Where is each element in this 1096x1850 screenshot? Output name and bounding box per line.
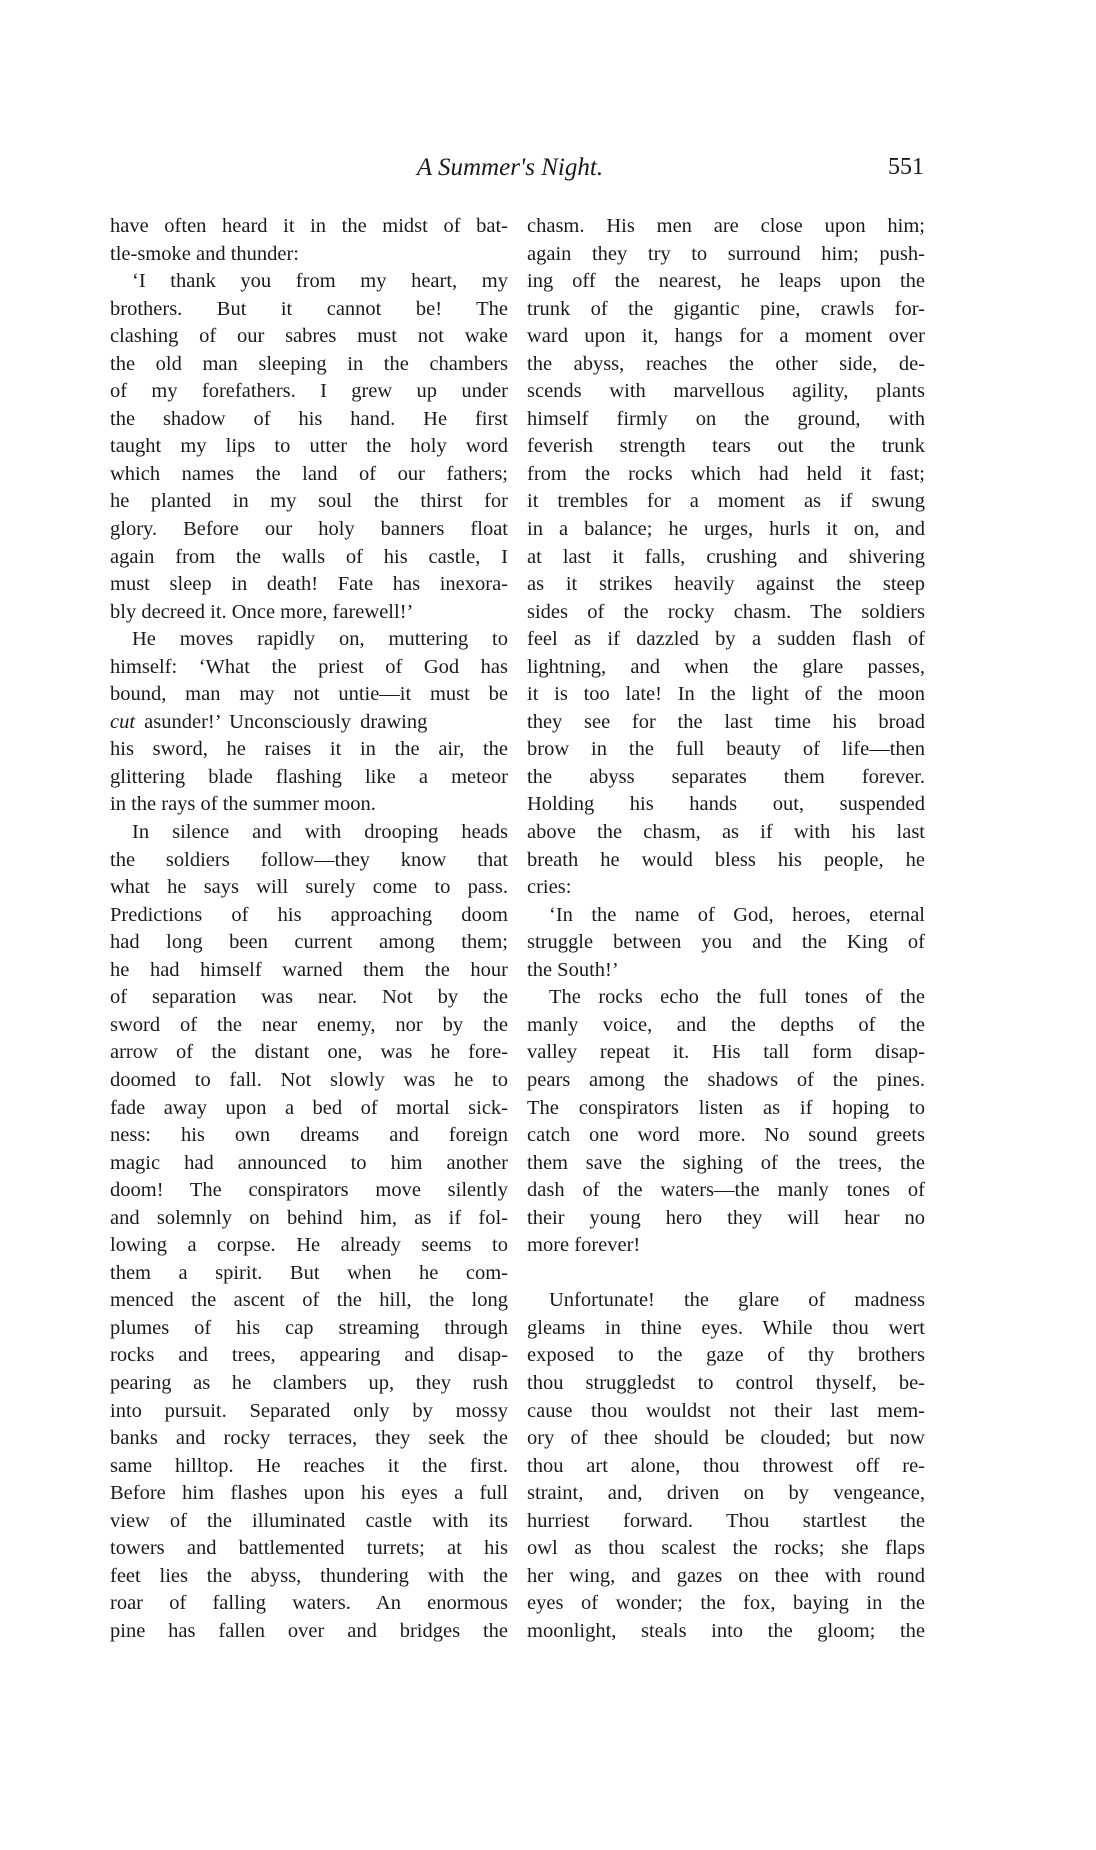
text-line bbox=[527, 378, 925, 406]
text-line bbox=[110, 1315, 508, 1343]
text-line bbox=[110, 1287, 508, 1315]
text-line bbox=[110, 1590, 508, 1618]
line-text: himself: ‘What the priest of God has bbox=[110, 655, 508, 678]
line-text: clashing of our sabres must not wake bbox=[110, 325, 508, 348]
text-line bbox=[527, 296, 925, 324]
line-text: he had himself warned them the hour bbox=[110, 958, 508, 981]
line-text: pine has fallen over and bridges the bbox=[110, 1619, 508, 1642]
text-line bbox=[110, 902, 508, 930]
text-line bbox=[110, 1232, 508, 1260]
line-text: doom! The conspirators move silently bbox=[110, 1179, 508, 1202]
text-line bbox=[110, 1508, 508, 1536]
line-text: towers and battlemented turrets; at his bbox=[110, 1537, 508, 1560]
text-column-left bbox=[110, 213, 508, 1645]
line-text: must sleep in death! Fate has inexora- bbox=[110, 573, 508, 596]
text-line bbox=[110, 1122, 508, 1150]
text-line bbox=[110, 681, 508, 709]
text-line bbox=[527, 1205, 925, 1233]
line-text: had long been current among them; bbox=[110, 931, 508, 954]
line-text: again from the walls of his castle, I bbox=[110, 545, 508, 568]
text-line bbox=[527, 433, 925, 461]
text-line bbox=[527, 571, 925, 599]
text-line bbox=[110, 241, 508, 269]
line-text: straint, and, driven on by vengeance, bbox=[527, 1482, 925, 1505]
text-line bbox=[527, 1150, 925, 1178]
text-line bbox=[527, 1232, 925, 1260]
line-text: in a balance; he urges, hurls it on, and bbox=[527, 518, 925, 541]
line-text: Unfortunate! the glare of madness bbox=[549, 1289, 925, 1312]
text-line bbox=[110, 1563, 508, 1591]
line-text: ing off the nearest, he leaps upon the bbox=[527, 270, 925, 293]
text-line bbox=[110, 709, 508, 737]
line-text: exposed to the gaze of thy brothers bbox=[527, 1344, 925, 1367]
text-line bbox=[110, 1398, 508, 1426]
text-line bbox=[527, 1563, 925, 1591]
line-text: taught my lips to utter the holy word bbox=[110, 435, 508, 458]
line-text: glory. Before our holy banners float bbox=[110, 518, 508, 541]
text-line bbox=[110, 764, 508, 792]
line-text: bound, man may not untie—it must be bbox=[110, 683, 508, 706]
text-line bbox=[527, 1398, 925, 1426]
line-text: it is too late! In the light of the moon bbox=[527, 683, 925, 706]
text-line bbox=[527, 268, 925, 296]
line-text: have often heard it in the midst of bat- bbox=[110, 215, 508, 237]
line-text: which names the land of our fathers; bbox=[110, 462, 508, 485]
text-line bbox=[527, 1095, 925, 1123]
text-line bbox=[110, 626, 508, 654]
line-text: struggle between you and the King of bbox=[527, 931, 925, 954]
text-line bbox=[527, 1342, 925, 1370]
line-text: trunk of the gigantic pine, crawls for- bbox=[527, 297, 925, 320]
text-line bbox=[527, 847, 925, 875]
line-text: same hilltop. He reaches it the first. bbox=[110, 1454, 508, 1477]
text-line bbox=[110, 929, 508, 957]
text-line bbox=[110, 1039, 508, 1067]
text-line bbox=[110, 296, 508, 324]
line-text: The conspirators listen as if hoping to bbox=[527, 1096, 925, 1119]
line-text: Before him flashes upon his eyes a full bbox=[110, 1482, 508, 1505]
line-text: asunder!’ Unconsciously drawing bbox=[135, 710, 428, 733]
line-text: moonlight, steals into the gloom; the bbox=[527, 1619, 925, 1642]
line-text: catch one word more. No sound greets bbox=[527, 1124, 925, 1147]
line-text: fade away upon a bed of mortal sick- bbox=[110, 1096, 508, 1119]
line-text: pearing as he clambers up, they rush bbox=[110, 1371, 508, 1394]
line-text: Predictions of his approaching doom bbox=[110, 903, 508, 926]
italic-word: cut bbox=[110, 710, 136, 733]
line-text: their young hero they will hear no bbox=[527, 1206, 925, 1229]
text-line bbox=[110, 433, 508, 461]
line-text: scends with marvellous agility, plants bbox=[527, 380, 925, 403]
text-line bbox=[110, 1150, 508, 1178]
text-line bbox=[527, 1122, 925, 1150]
line-text: he planted in my soul the thirst for bbox=[110, 490, 508, 513]
line-text: cause thou wouldst not their last mem- bbox=[527, 1399, 925, 1422]
line-text: his sword, he raises it in the air, the bbox=[110, 738, 508, 761]
text-line bbox=[110, 1067, 508, 1095]
text-line bbox=[527, 1067, 925, 1095]
line-text: breath he would bless his people, he bbox=[527, 848, 925, 871]
line-text: lowing a corpse. He already seems to bbox=[110, 1234, 508, 1257]
text-line bbox=[110, 461, 508, 489]
line-text: bly decreed it. Once more, farewell!’ bbox=[110, 600, 414, 623]
text-line bbox=[527, 1425, 925, 1453]
line-text: ness: his own dreams and foreign bbox=[110, 1124, 508, 1147]
text-line bbox=[527, 1039, 925, 1067]
text-line bbox=[527, 1012, 925, 1040]
line-text: lightning, and when the glare passes, bbox=[527, 655, 925, 678]
text-line bbox=[527, 351, 925, 379]
text-line bbox=[527, 241, 925, 269]
text-line bbox=[110, 1012, 508, 1040]
text-line bbox=[110, 1342, 508, 1370]
line-text: into pursuit. Separated only by mossy bbox=[110, 1399, 508, 1422]
text-line bbox=[527, 736, 925, 764]
text-line bbox=[527, 1453, 925, 1481]
line-text: the abyss, reaches the other side, de- bbox=[527, 352, 925, 375]
line-text: magic had announced to him another bbox=[110, 1151, 508, 1174]
line-text: above the chasm, as if with his last bbox=[527, 821, 925, 844]
text-line bbox=[527, 791, 925, 819]
line-text: He moves rapidly on, muttering to bbox=[132, 628, 508, 651]
line-text: ory of thee should be clouded; but now bbox=[527, 1427, 925, 1450]
line-text: sides of the rocky chasm. The soldiers bbox=[527, 600, 925, 623]
line-text: the shadow of his hand. He first bbox=[110, 407, 508, 430]
text-line bbox=[110, 516, 508, 544]
line-text: what he says will surely come to pass. bbox=[110, 876, 508, 899]
text-line bbox=[527, 1287, 925, 1315]
line-text: gleams in thine eyes. While thou wert bbox=[527, 1316, 925, 1339]
line-text: of my forefathers. I grew up under bbox=[110, 380, 508, 403]
text-line bbox=[527, 1535, 925, 1563]
text-line bbox=[110, 957, 508, 985]
line-text: thou art alone, thou throwest off re- bbox=[527, 1454, 925, 1477]
text-line bbox=[110, 874, 508, 902]
line-text: the abyss separates them forever. bbox=[527, 765, 925, 788]
line-text: again they try to surround him; push- bbox=[527, 242, 925, 265]
text-line bbox=[527, 516, 925, 544]
line-text: The rocks echo the full tones of the bbox=[549, 986, 925, 1009]
line-text: the old man sleeping in the chambers bbox=[110, 352, 508, 375]
text-line bbox=[110, 323, 508, 351]
line-text: sword of the near enemy, nor by the bbox=[110, 1013, 508, 1036]
line-text: doomed to fall. Not slowly was he to bbox=[110, 1068, 508, 1091]
text-line bbox=[527, 902, 925, 930]
line-text: her wing, and gazes on thee with round bbox=[527, 1564, 925, 1587]
text-line bbox=[110, 406, 508, 434]
line-text: brow in the full beauty of life—then bbox=[527, 738, 925, 761]
text-line bbox=[527, 654, 925, 682]
text-line bbox=[527, 819, 925, 847]
line-text: plumes of his cap streaming through bbox=[110, 1316, 508, 1339]
line-text: feverish strength tears out the trunk bbox=[527, 435, 925, 458]
line-text: of separation was near. Not by the bbox=[110, 986, 508, 1009]
text-line bbox=[110, 1480, 508, 1508]
text-line bbox=[110, 1618, 508, 1646]
line-text: tle-smoke and thunder: bbox=[110, 242, 300, 265]
text-line bbox=[527, 323, 925, 351]
line-text: they see for the last time his broad bbox=[527, 710, 925, 733]
text-line bbox=[110, 984, 508, 1012]
line-text: and solemnly on behind him, as if fol- bbox=[110, 1206, 508, 1229]
blank-line bbox=[527, 1260, 925, 1288]
text-line bbox=[110, 1177, 508, 1205]
line-text: menced the ascent of the hill, the long bbox=[110, 1289, 508, 1312]
text-line bbox=[110, 378, 508, 406]
text-line bbox=[110, 1425, 508, 1453]
line-text: brothers. But it cannot be! The bbox=[110, 297, 508, 320]
line-text: the soldiers follow—they know that bbox=[110, 848, 508, 871]
text-line bbox=[527, 681, 925, 709]
line-text: dash of the waters—the manly tones of bbox=[527, 1179, 925, 1202]
text-line bbox=[110, 488, 508, 516]
line-text: owl as thou scalest the rocks; she flaps bbox=[527, 1537, 925, 1560]
line-text: the South!’ bbox=[527, 958, 619, 981]
text-line bbox=[527, 626, 925, 654]
running-header-title: A Summer's Night. bbox=[416, 154, 604, 181]
text-line bbox=[110, 599, 508, 627]
text-line bbox=[110, 1205, 508, 1233]
line-text: ward upon it, hangs for a moment over bbox=[527, 325, 925, 348]
line-text: thou struggledst to control thyself, be- bbox=[527, 1371, 925, 1394]
text-line bbox=[527, 1370, 925, 1398]
text-line bbox=[527, 709, 925, 737]
line-text: manly voice, and the depths of the bbox=[527, 1013, 925, 1036]
line-text: ‘I thank you from my heart, my bbox=[132, 270, 508, 293]
line-text: himself firmly on the ground, with bbox=[527, 407, 925, 430]
line-text: Holding his hands out, suspended bbox=[527, 793, 925, 816]
line-text: In silence and with drooping heads bbox=[132, 821, 508, 844]
page-number: 551 bbox=[888, 154, 924, 180]
line-text: feet lies the abyss, thundering with the bbox=[110, 1564, 508, 1587]
text-line bbox=[110, 351, 508, 379]
line-text: it trembles for a moment as if swung bbox=[527, 490, 925, 513]
text-line bbox=[110, 1453, 508, 1481]
text-line bbox=[527, 1480, 925, 1508]
text-line bbox=[527, 406, 925, 434]
line-text: at last it falls, crushing and shivering bbox=[527, 545, 925, 568]
text-line bbox=[110, 1260, 508, 1288]
text-line bbox=[527, 1618, 925, 1646]
text-line bbox=[527, 764, 925, 792]
text-line bbox=[527, 874, 925, 902]
text-line bbox=[527, 1590, 925, 1618]
text-line bbox=[527, 461, 925, 489]
text-line bbox=[110, 1095, 508, 1123]
line-text: arrow of the distant one, was he fore- bbox=[110, 1041, 508, 1064]
text-line bbox=[110, 544, 508, 572]
line-text: pears among the shadows of the pines. bbox=[527, 1068, 925, 1091]
text-line bbox=[527, 213, 925, 241]
text-line bbox=[110, 654, 508, 682]
text-line bbox=[110, 1370, 508, 1398]
text-line bbox=[527, 957, 925, 985]
line-text: hurriest forward. Thou startlest the bbox=[527, 1509, 925, 1532]
text-line bbox=[110, 213, 508, 241]
line-text: cries: bbox=[527, 876, 572, 899]
text-line bbox=[527, 488, 925, 516]
line-text: eyes of wonder; the fox, baying in the bbox=[527, 1592, 925, 1615]
text-line bbox=[110, 847, 508, 875]
text-line bbox=[110, 819, 508, 847]
text-line bbox=[110, 571, 508, 599]
line-text: ‘In the name of God, heroes, eternal bbox=[549, 903, 925, 926]
line-text: view of the illuminated castle with its bbox=[110, 1509, 508, 1532]
text-line bbox=[110, 736, 508, 764]
text-line bbox=[110, 1535, 508, 1563]
line-text: from the rocks which had held it fast; bbox=[527, 462, 925, 485]
line-text: them save the sighing of the trees, the bbox=[527, 1151, 925, 1174]
line-text: in the rays of the summer moon. bbox=[110, 793, 376, 816]
line-text: rocks and trees, appearing and disap- bbox=[110, 1344, 508, 1367]
line-text: chasm. His men are close upon him; bbox=[527, 215, 925, 237]
line-text: more forever! bbox=[527, 1234, 641, 1257]
text-line bbox=[527, 1177, 925, 1205]
text-line bbox=[110, 268, 508, 296]
line-text: them a spirit. But when he com- bbox=[110, 1261, 508, 1284]
text-column-right bbox=[527, 213, 925, 1645]
line-text: glittering blade flashing like a meteor bbox=[110, 765, 508, 788]
text-line bbox=[527, 984, 925, 1012]
text-line bbox=[527, 1315, 925, 1343]
line-text: valley repeat it. His tall form disap- bbox=[527, 1041, 925, 1064]
text-line bbox=[110, 791, 508, 819]
text-line bbox=[527, 1508, 925, 1536]
line-text: roar of falling waters. An enormous bbox=[110, 1592, 508, 1615]
text-line bbox=[527, 544, 925, 572]
text-line bbox=[527, 599, 925, 627]
line-text: feel as if dazzled by a sudden flash of bbox=[527, 628, 925, 651]
line-text: as it strikes heavily against the steep bbox=[527, 573, 925, 596]
text-line bbox=[527, 929, 925, 957]
line-text: banks and rocky terraces, they seek the bbox=[110, 1427, 508, 1450]
